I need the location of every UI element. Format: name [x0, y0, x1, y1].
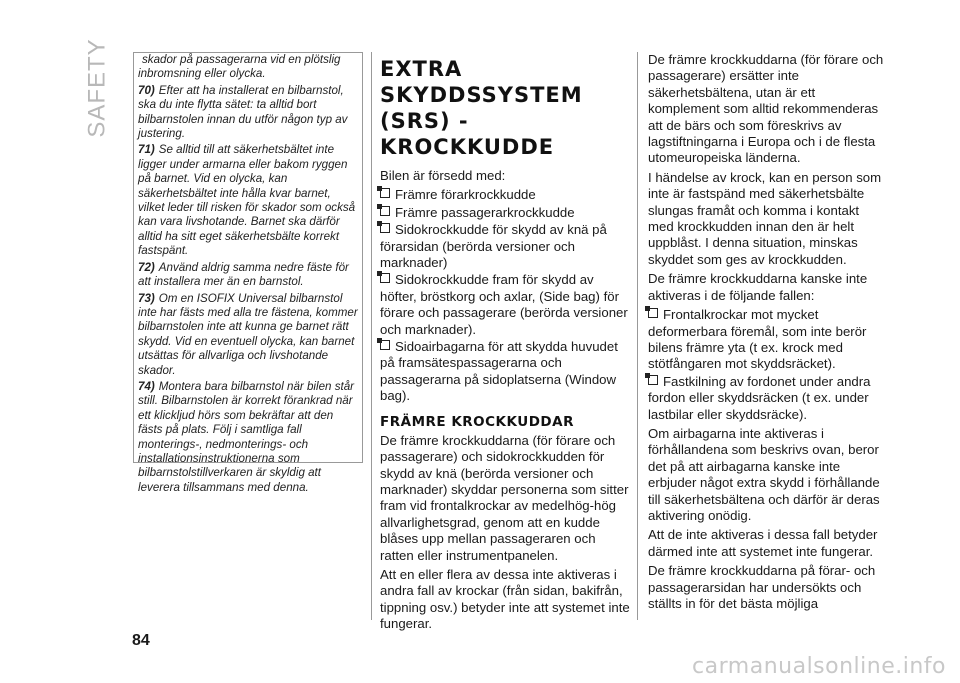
- bullet-icon: [380, 206, 390, 216]
- intro-text: Bilen är försedd med:: [380, 168, 506, 183]
- note-item: 71) Se alltid till att säkerhetsbältet inte ligger under armarna eller bakom ryggen på barnet. Vid en olycka, kan säkerhetsbältet inte hålla kvar barnet, vilket leder till risken för skador som också kan vara livshotande. Barnet ska därför alltid ha sitt eget säkerhetsbälte korrekt fastspänt.: [138, 143, 356, 258]
- right-column: [648, 52, 884, 615]
- section-tab-label: SAFETY: [84, 38, 112, 138]
- note-item: 73) Om en ISOFIX Universal bilbarnstol inte har fästs med alla tre fästena, kommer bilbarnstolen inte att kunna ge barnet rätt skydd. Vid en eventuell olycka, kan barnet utsättas för allvarliga och livshotande skador.: [138, 291, 358, 377]
- section-heading: EXTRA SKYDDSSYSTEM (SRS) - KROCKKUDDE: [380, 57, 583, 159]
- bullet-icon: [648, 308, 658, 318]
- column-divider: [371, 52, 372, 620]
- paragraph: I händelse av krock, kan en person som inte är fastspänd med säkerhetsbälte slungas framåt och komma i kontakt med krockkudden innan den är helt uppblåst. I denna situation, minskas skyddet som ges av krockkudden.: [648, 169, 882, 267]
- note-item: 74) Montera bara bilbarnstol när bilen står still. Bilbarnstolen är korrekt förankrad när ett klickljud hörs som bekräftar att den fästs på plats. Följ i samtliga fall monterings-, nedmonterings- och installationsinstruktionerna som bilbarnstolstillverkaren är skyldig att leverera tillsammans med denna.: [138, 379, 355, 494]
- bullet-icon: [648, 375, 658, 385]
- note-item: skador på passagerarna vid en plötslig inbromsning eller olycka.: [138, 53, 341, 81]
- paragraph: De främre krockkuddarna på förar- och passagerarsidan har undersökts och ställts in för det bästa möjliga: [648, 563, 876, 611]
- list-item: Frontalkrockar mot mycket deformerbara föremål, som inte berör bilens främre yta (t ex. krock med stötfångaren mot skyddsräcket).: [648, 307, 867, 372]
- paragraph: De främre krockkuddarna (för förare och passagerare) ersätter inte säkerhetsbältena, utan är ett komplement som alltid rekommenderas att de bärs och som föreskrivs av lagstiftningarna i Europa och i de flesta utomeuropeiska länderna.: [648, 52, 884, 166]
- middle-column: [380, 52, 630, 636]
- list-item: Sidokrockkudde för skydd av knä på förarsidan (berörda versioner och marknader): [380, 222, 607, 271]
- bullet-icon: [380, 188, 390, 198]
- paragraph: Att en eller flera av dessa inte aktiveras i andra fall av krockar (från sidan, bakifrån, tippning osv.) betyder inte att systemet inte fungerar.: [380, 566, 630, 632]
- bullet-icon: [380, 273, 390, 283]
- paragraph: De främre krockkuddarna (för förare och passagerare) och sidokrockkudden för skydd av knä (berörda versioner och marknader) skyddar personerna som sitter fram vid frontalkrockar av medelhög-hög allvarlighetsgrad, genom att en kudde blåses upp mellan passageraren och ratten eller instrumentpanelen.: [380, 432, 629, 563]
- paragraph: De främre krockkuddarna kanske inte aktiveras i de följande fallen:: [648, 271, 868, 303]
- warning-notes-box: [133, 52, 363, 494]
- section-tab: [78, 38, 118, 138]
- bullet-icon: [380, 340, 390, 350]
- paragraph: Att de inte aktiveras i dessa fall betyder därmed inte att systemet inte fungerar.: [648, 527, 878, 559]
- note-item: 70) Efter att ha installerat en bilbarnstol, ska du inte flytta sätet: ta alltid bort bilbarnstolen innan du utför någon typ av justering.: [138, 83, 348, 141]
- paragraph: Om airbagarna inte aktiveras i förhållandena som beskrivs ovan, beror det på att airbagarna kanske inte erbjuder något extra skydd i förhållande till säkerhetsbältena och därför är deras aktivering onödig.: [648, 425, 880, 523]
- page-number: 84: [132, 632, 150, 649]
- column-divider: [637, 52, 638, 620]
- bullet-icon: [380, 223, 390, 233]
- list-item: Främre förarkrockkudde: [380, 187, 630, 203]
- subsection-heading: FRÄMRE KROCKKUDDAR: [380, 413, 574, 430]
- list-item: Fastkilning av fordonet under andra fordon eller skyddsräcken (t ex. under lastbilar eller skyddsräcke).: [648, 373, 871, 422]
- list-item: Främre passagerarkrockkudde: [380, 205, 630, 221]
- watermark: carmanualsonline.info: [692, 654, 946, 679]
- list-item: Sidoairbagarna för att skydda huvudet på framsätespassagerarna och passagerarna på sidoplatserna (Window bag).: [380, 339, 618, 404]
- note-item: 72) Använd aldrig samma nedre fäste för att installera mer än en barnstol.: [138, 260, 349, 289]
- list-item: Sidokrockkudde fram för skydd av höfter, bröstkorg och axlar, (Side bag) för förare och passagerare (berörda versioner och marknader).: [380, 272, 628, 337]
